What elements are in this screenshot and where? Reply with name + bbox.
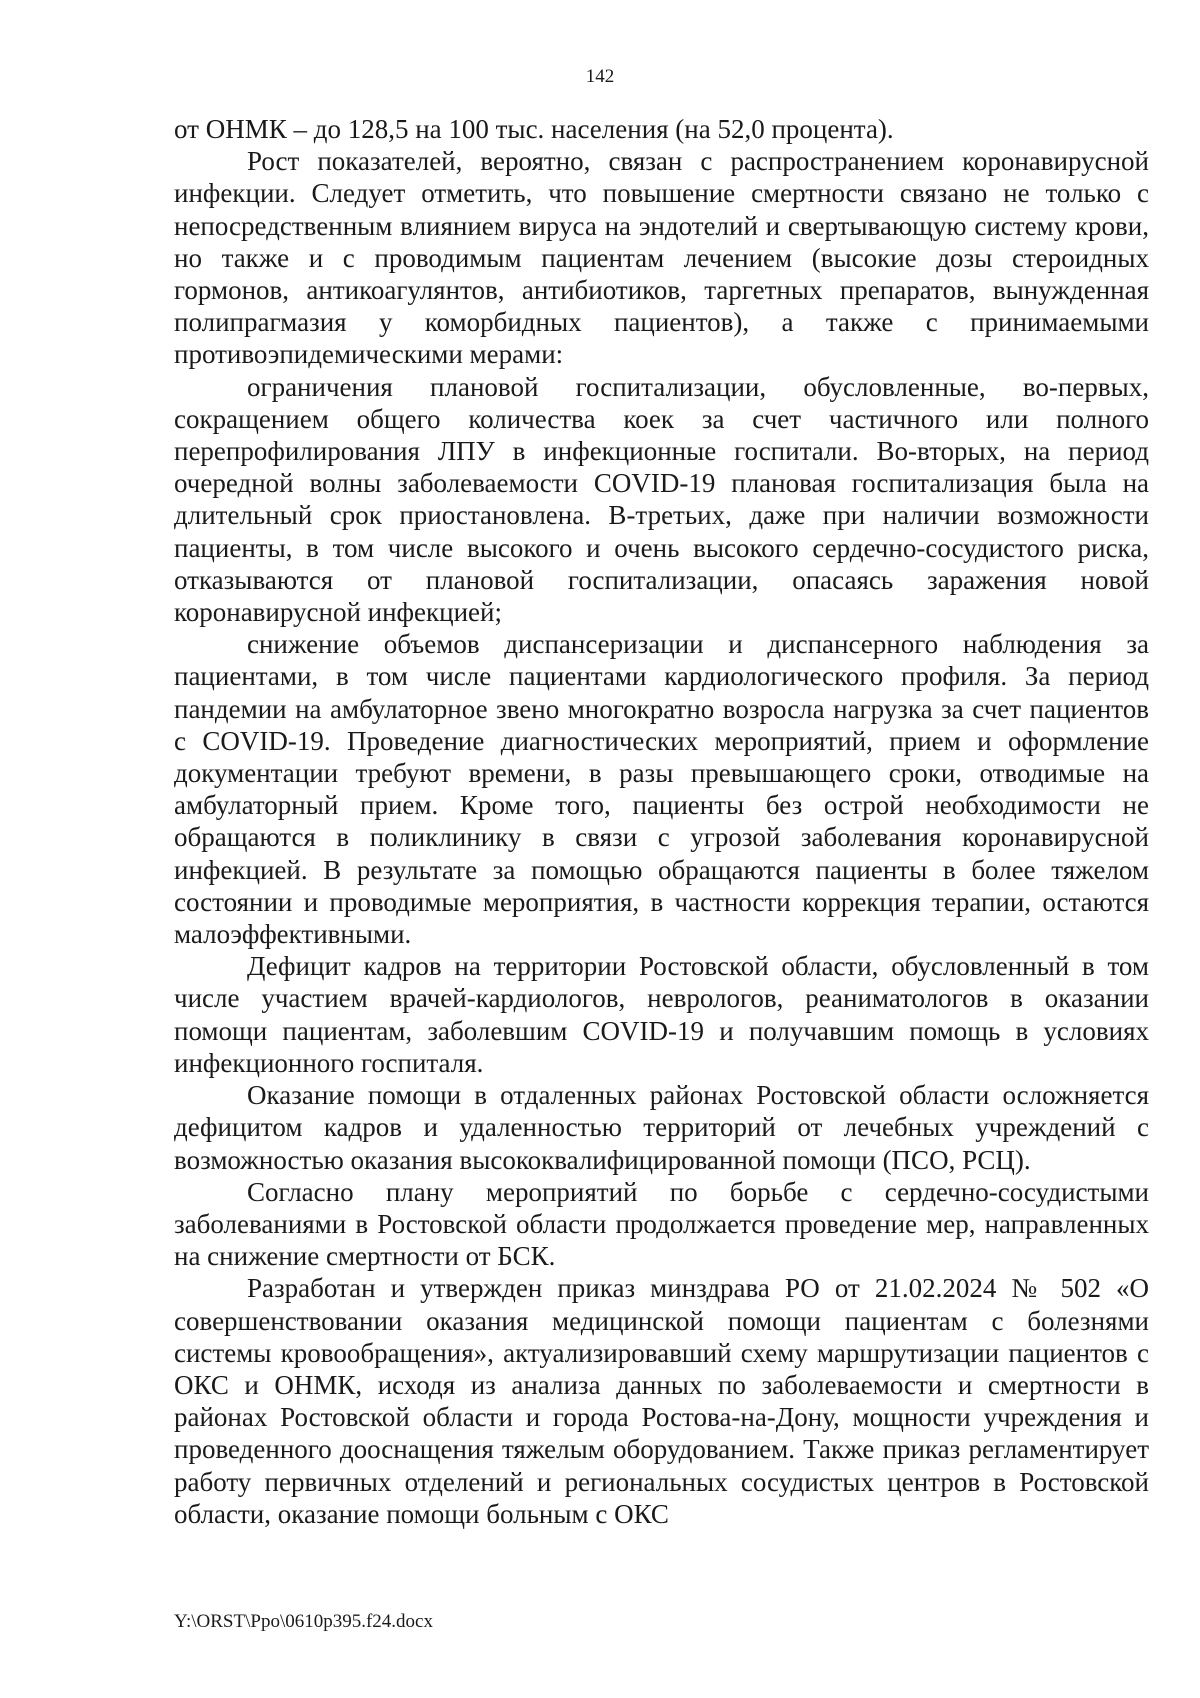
paragraph: ограничения плановой госпитализации, обусловленные, во-первых, сокращением общего количества коек за счет частичного или полного перепрофилирования ЛПУ в инфекционные госпитали. Во-вторых, на период очередной волны заболеваемости COVID-19 плановая госпитализация была на длительный срок приостановлена. В-третьих, даже при наличии возможности пациенты, в том числе высокого и очень высокого сердечно-сосудистого риска, отказываются от плановой госпитализации, опасаясь заражения новой коронавирусной инфекцией; [174, 371, 1149, 628]
paragraph: Разработан и утвержден приказ минздрава РО от 21.02.2024 № 502 «О совершенствовании оказания медицинской помощи пациентам с болезнями системы кровообращения», актуализировавший схему маршрутизации пациентов с ОКС и ОНМК, исходя из анализа данных по заболеваемости и смертности в районах Ростовской области и города Ростова-на-Дону, мощности учреждения и проведенного дооснащения тяжелым оборудованием. Также приказ регламентирует работу первичных отделений и региональных сосудистых центров в Ростовской области, оказание помощи больным с ОКС [174, 1273, 1149, 1529]
footer-file-path: Y:\ORST\Ppo\0610p395.f24.docx [174, 1611, 433, 1632]
paragraph: Рост показателей, вероятно, связан с распространением коронавирусной инфекции. Следует отметить, что повышение смертности связано не только с непосредственным влиянием вируса на эндотелий и свертывающую систему крови, но также и с проводимым пациентам лечением (высокие дозы стероидных гормонов, антикоагулянтов, антибиотиков, таргетных препаратов, вынужденная полипрагмазия у коморбидных пациентов), а также с принимаемыми противоэпидемическими мерами: [174, 146, 1149, 370]
paragraph: снижение объемов диспансеризации и диспансерного наблюдения за пациентами, в том числе пациентами кардиологического профиля. За период пандемии на амбулаторное звено многократно возросла нагрузка за счет пациентов с COVID-19. Проведение диагностических мероприятий, прием и оформление документации требуют времени, в разы превышающего сроки, отводимые на амбулаторный прием. Кроме того, пациенты без острой необходимости не обращаются в поликлинику в связи с угрозой заболевания коронавирусной инфекцией. В результате за помощью обращаются пациенты в более тяжелом состоянии и проводимые мероприятия, в частности коррекция терапии, остаются малоэффективными. [174, 629, 1149, 950]
paragraph: Оказание помощи в отдаленных районах Ростовской области осложняется дефицитом кадров и удаленностью территорий от лечебных учреждений с возможностью оказания высококвалифицированной помощи (ПСО, РСЦ). [174, 1080, 1149, 1175]
page-number: 142 [585, 66, 615, 87]
paragraph-continuation: от ОНМК – до 128,5 на 100 тыс. населения (на 52,0 процента). [174, 114, 894, 144]
paragraph: Согласно плану мероприятий по борьбе с сердечно-сосудистыми заболеваниями в Ростовской области продолжается проведение мер, направленных на снижение смертности от БСК. [174, 1176, 1149, 1272]
document-body [174, 113, 1149, 1530]
paragraph: Дефицит кадров на территории Ростовской области, обусловленный в том числе участием врачей-кардиологов, неврологов, реаниматологов в оказании помощи пациентам, заболевшим COVID-19 и получавшим помощь в условиях инфекционного госпиталя. [174, 951, 1149, 1078]
